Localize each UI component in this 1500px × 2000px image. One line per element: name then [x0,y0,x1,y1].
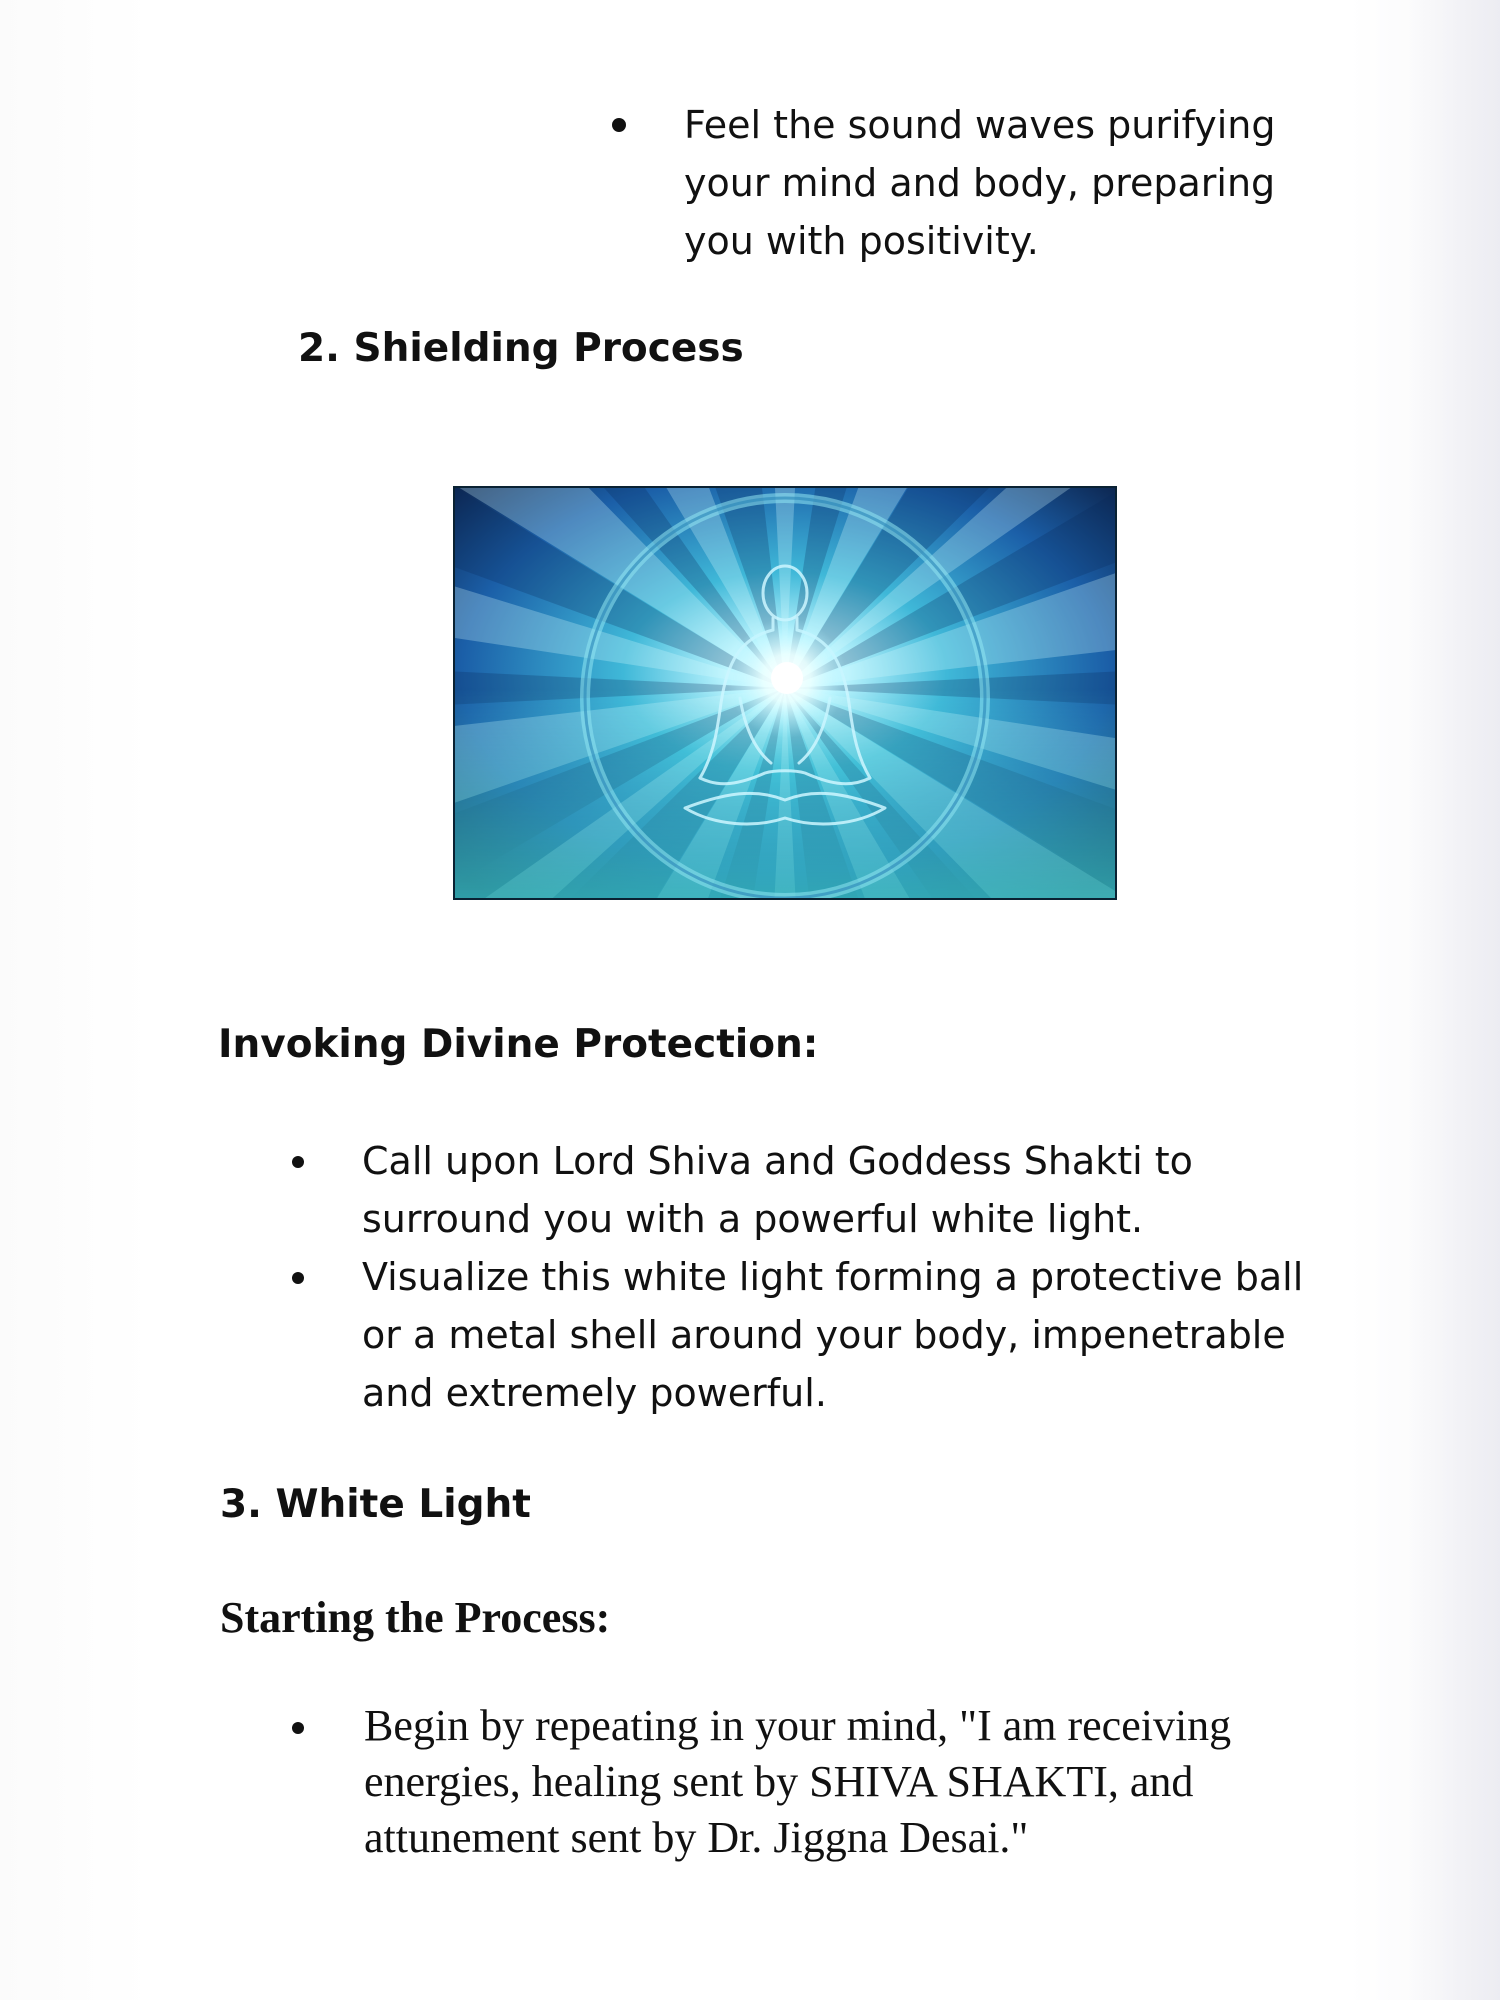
starting-bullet-list [292,1698,1342,1866]
list-item-text: Feel the sound waves purifying your mind and body, preparing you with positivity. [684,103,1276,263]
meditation-figure-image [453,486,1117,900]
section-heading-white-light: 3. White Light [220,1482,531,1527]
list-item [612,96,1332,270]
section-heading-shielding: 2. Shielding Process [298,326,744,371]
bullet-icon [612,118,626,132]
bullet-icon [292,1722,304,1734]
list-item [292,1698,1342,1866]
list-item [292,1132,1342,1248]
list-item-text: Visualize this white light forming a protective ball or a metal shell around your body, impenetrable and extremely powerful. [362,1255,1304,1415]
meditating-figure-icon [455,488,1115,898]
list-item [292,1248,1342,1422]
section-heading-invoking: Invoking Divine Protection: [218,1022,819,1067]
bullet-icon [292,1272,304,1284]
list-item-text: Call upon Lord Shiva and Goddess Shakti to surround you with a powerful white light. [362,1139,1193,1241]
intro-bullet-list [612,96,1332,270]
section-heading-starting: Starting the Process: [220,1593,611,1642]
invoking-bullet-list [292,1132,1342,1422]
list-item-text: Begin by repeating in your mind, "I am receiving energies, healing sent by SHIVA SHAKTI, and attunement sent by Dr. Jiggna Desai." [364,1701,1232,1862]
page-edge-shadow [1410,0,1500,2000]
bullet-icon [292,1156,304,1168]
